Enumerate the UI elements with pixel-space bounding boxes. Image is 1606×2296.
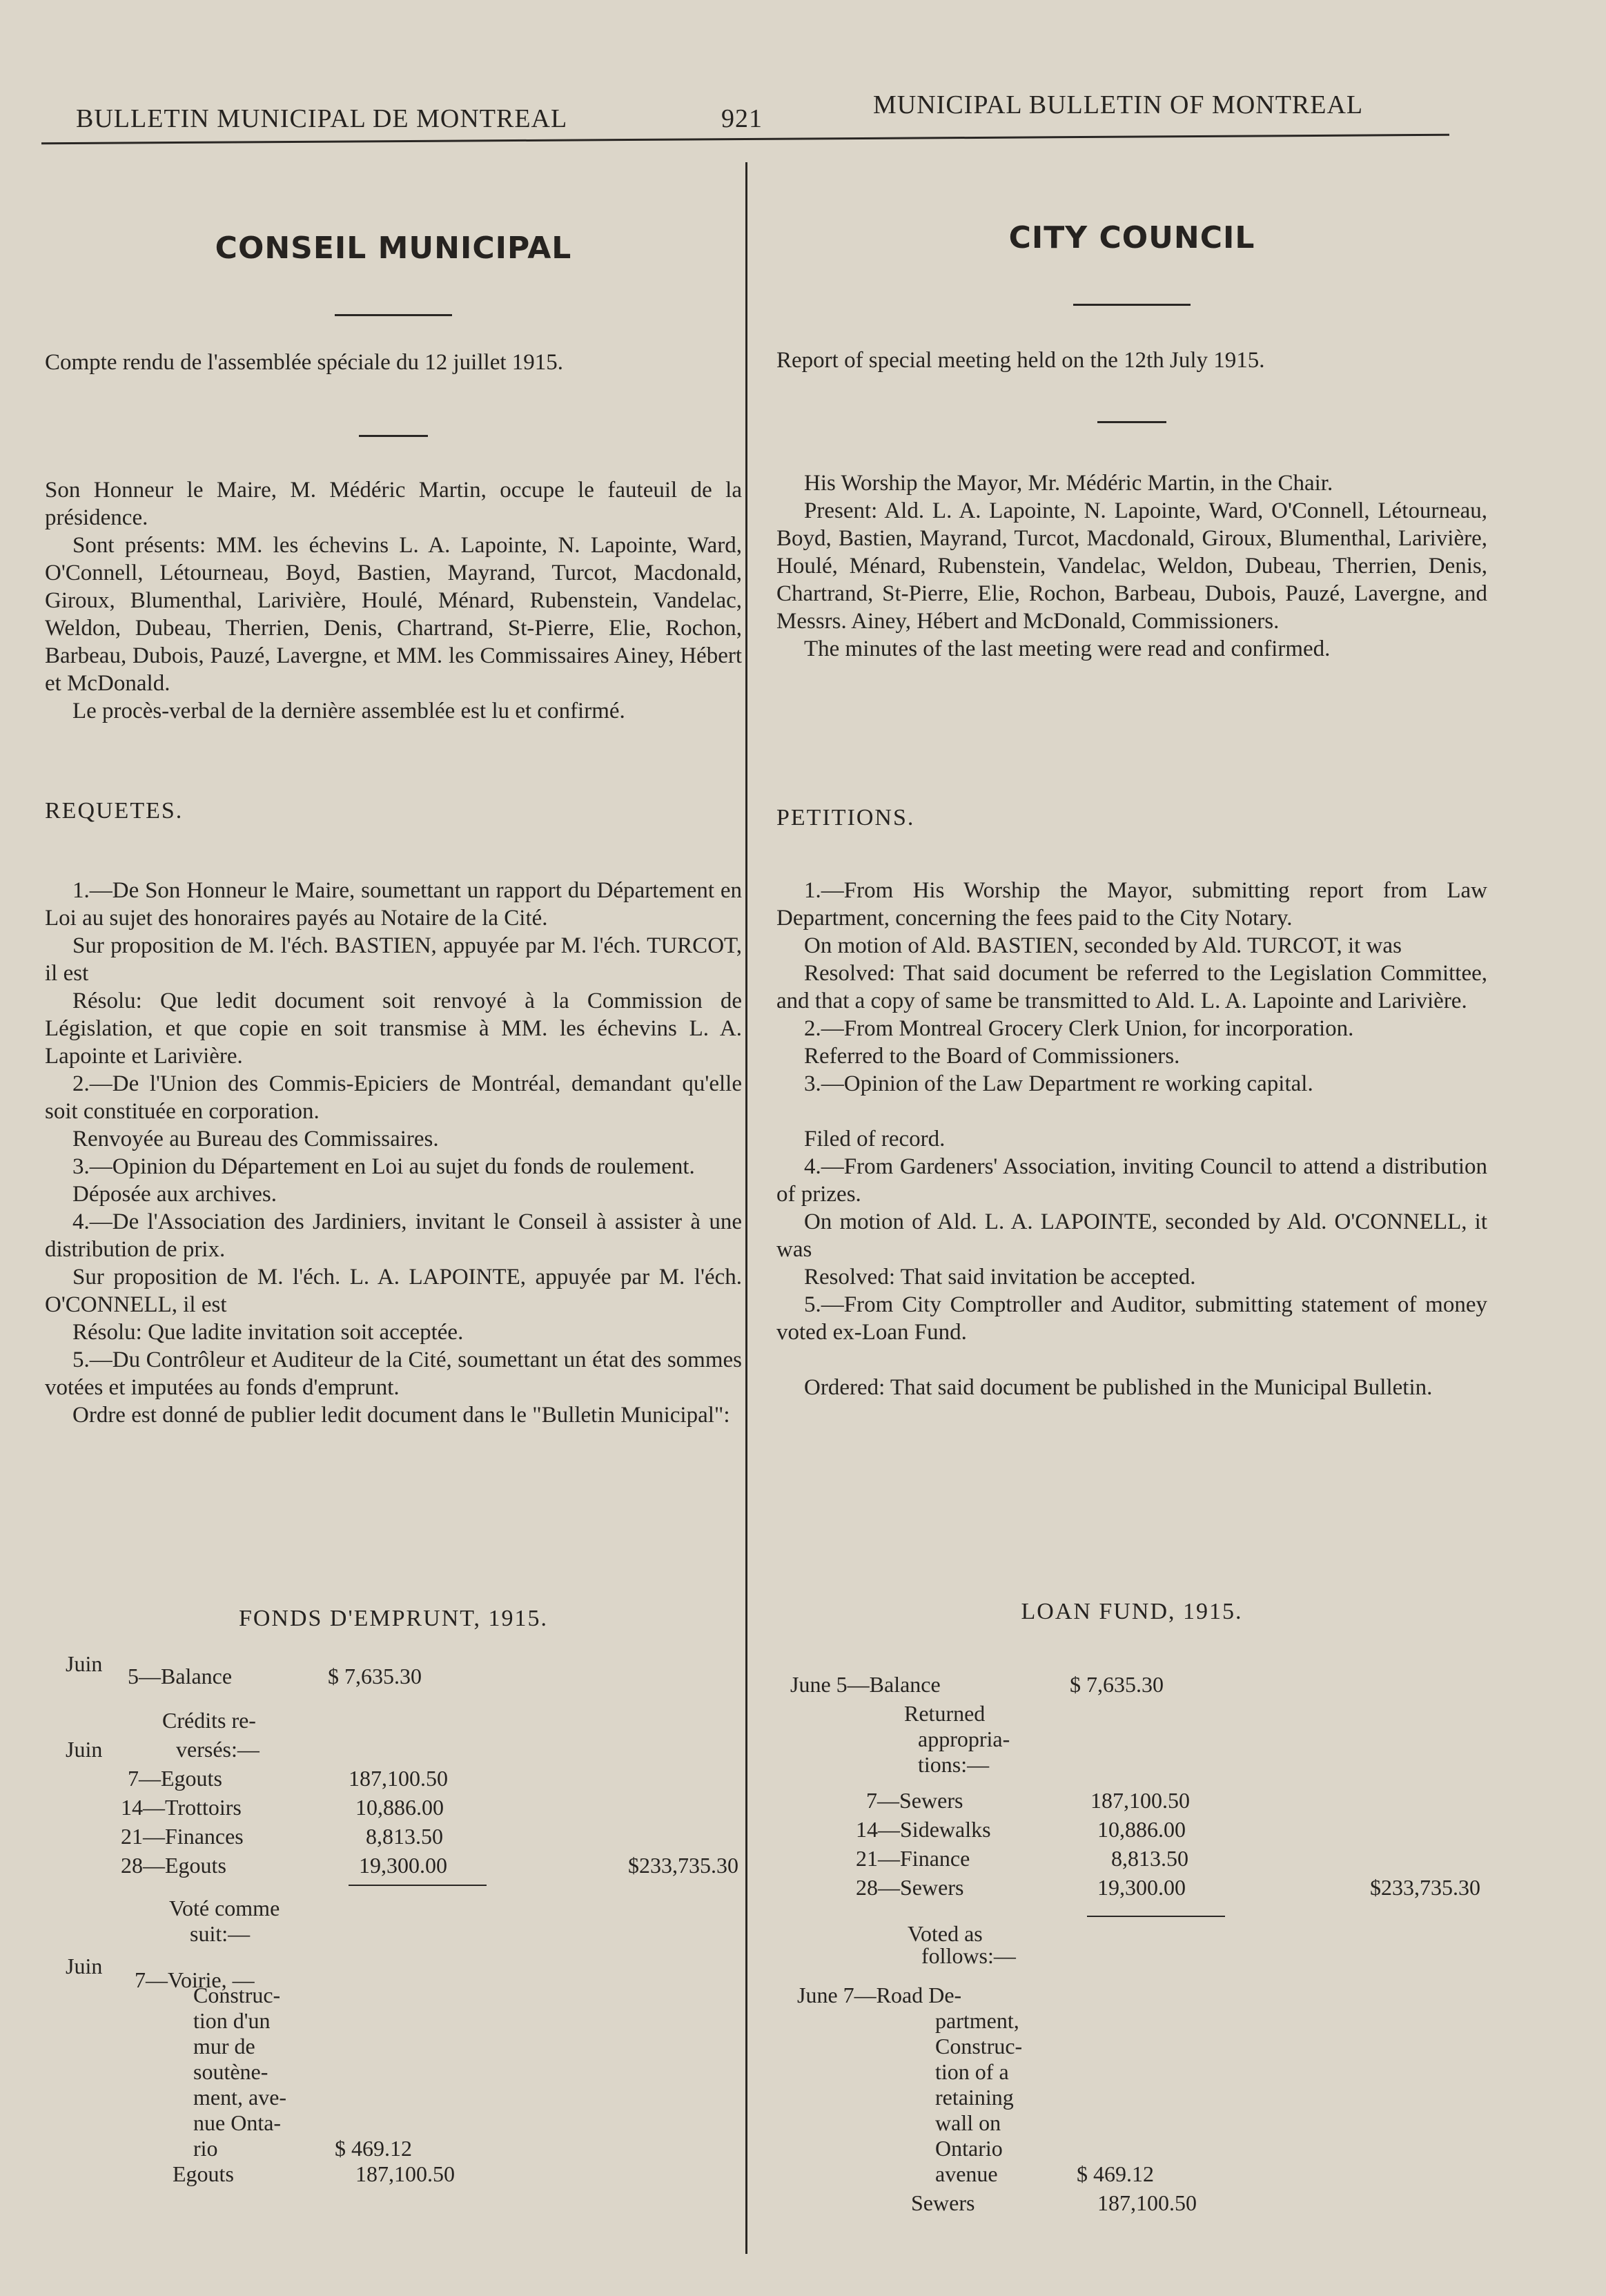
- ledger-road-line: Construc-: [935, 2034, 1023, 2059]
- ledger-line-amount: 19,300.00: [1097, 1875, 1186, 1900]
- french-item: Sur proposition de M. l'éch. BASTIEN, appuyée par M. l'éch. TURCOT, il est: [45, 933, 742, 986]
- ledger-month: Juin: [66, 1954, 103, 1978]
- french-item: Renvoyée au Bureau des Commissaires.: [72, 1127, 439, 1151]
- ledger-road-line: soutène-: [193, 2059, 268, 2084]
- french-item: Sur proposition de M. l'éch. L. A. LAPOINTE, appuyée par M. l'éch. O'CONNELL, il est: [45, 1265, 742, 1317]
- french-present: Sont présents: MM. les échevins L. A. Lapointe, N. Lapointe, Ward, O'Connell, Létourneau, Boyd, Bastien, Mayrand, Turcot, Macdonald, Giroux, Blumenthal, Larivière, Houlé, Ménard, Rubenstein, Vandelac, Weldon, Dubeau, Therrien, Denis, Chartrand, St-Pierre, Elie, Rochon, Barbeau, Dubois, Pauzé, Lavergne, et MM. les Commissaires Ainey, Hébert et McDonald.: [45, 533, 742, 696]
- ledger-line-amount: 187,100.50: [1090, 1788, 1190, 1813]
- french-title: CONSEIL MUNICIPAL: [215, 231, 572, 266]
- ledger-balance-amount: $ 7,635.30: [1070, 1672, 1164, 1697]
- ledger-road-line: tion d'un: [193, 2008, 271, 2033]
- english-item: On motion of Ald. BASTIEN, seconded by Ald. TURCOT, it was: [804, 933, 1402, 958]
- french-item: 1.—De Son Honneur le Maire, soumettant un rapport du Département en Loi au sujet des honoraires payés au Notaire de la Cité.: [45, 878, 742, 931]
- header-right: MUNICIPAL BULLETIN OF MONTREAL: [873, 90, 1364, 119]
- french-item: Résolu: Que ledit document soit renvoyé à la Commission de Législation, et que copie en soit transmise à MM. les échevins L. A. Lapointe et Larivière.: [45, 989, 742, 1069]
- ledger-credits-label: versés:—: [176, 1737, 259, 1762]
- french-item: 2.—De l'Union des Commis-Epiciers de Montréal, demandant qu'elle soit constituée en corporation.: [45, 1071, 742, 1124]
- ledger-month: Juin: [66, 1737, 103, 1762]
- english-ledger: [776, 1671, 1487, 2221]
- ledger-line-amount: 19,300.00: [359, 1853, 447, 1878]
- english-fund-title: LOAN FUND, 1915.: [1021, 1599, 1243, 1624]
- ledger-road-line: mur de: [193, 2034, 255, 2059]
- french-section-heading: REQUETES.: [45, 798, 184, 824]
- english-item: On motion of Ald. L. A. LAPOINTE, seconded by Ald. O'CONNELL, it was: [776, 1209, 1487, 1262]
- english-item: Filed of record.: [804, 1127, 946, 1151]
- ledger-line-amount: 8,813.50: [366, 1824, 443, 1849]
- ledger-road-amount: $ 469.12: [335, 2136, 412, 2161]
- sum-rule: [1087, 1916, 1225, 1917]
- ledger-road-line: retaining: [935, 2085, 1014, 2110]
- ledger-balance-label: 5—Balance: [128, 1664, 233, 1689]
- english-item: Resolved: That said invitation be accepted.: [804, 1265, 1196, 1290]
- ledger-voted-label: Voté comme: [169, 1896, 280, 1920]
- ledger-road-line: June 7—Road De-: [797, 1983, 962, 2007]
- english-report-line: Report of special meeting held on the 12th July 1915.: [776, 348, 1265, 373]
- ledger-line-label: 28—Sewers: [856, 1875, 964, 1900]
- english-title: CITY COUNCIL: [1008, 220, 1255, 255]
- ledger-line-amount: 10,886.00: [1097, 1817, 1186, 1842]
- ledger-credits-label: Crédits re-: [162, 1708, 256, 1733]
- ledger-road-line: 7—Voirie, —: [135, 1967, 255, 1992]
- english-presidency: His Worship the Mayor, Mr. Médéric Martin, in the Chair.: [804, 471, 1333, 496]
- ledger-line-amount: 10,886.00: [355, 1795, 444, 1820]
- english-item: Ordered: That said document be published in the Municipal Bulletin.: [804, 1375, 1433, 1400]
- french-minutes: Le procès-verbal de la dernière assemblée est lu et confirmé.: [72, 699, 625, 723]
- ledger-returned-label: appropria-: [918, 1726, 1010, 1751]
- ledger-road-line: tion of a: [935, 2059, 1009, 2084]
- french-item: Résolu: Que ladite invitation soit acceptée.: [72, 1320, 464, 1345]
- ledger-road-line: Construc-: [193, 1983, 281, 2007]
- ledger-voted-label: Voted as: [908, 1921, 983, 1946]
- english-item: 2.—From Montreal Grocery Clerk Union, for incorporation.: [804, 1016, 1354, 1041]
- ledger-line-label: 21—Finance: [856, 1846, 970, 1871]
- english-item: 1.—From His Worship the Mayor, submitting report from Law Department, concerning the fees paid to the City Notary.: [776, 878, 1487, 931]
- ledger-sewers-amount: 187,100.50: [355, 2161, 455, 2186]
- ledger-road-line: partment,: [935, 2008, 1019, 2033]
- french-fund-title: FONDS D'EMPRUNT, 1915.: [238, 1606, 549, 1631]
- ledger-total: $233,735.30: [628, 1853, 738, 1878]
- ledger-road-line: rio: [193, 2136, 218, 2161]
- ledger-road-line: avenue: [935, 2161, 998, 2186]
- ledger-line-label: 7—Egouts: [128, 1766, 222, 1791]
- english-item: 3.—Opinion of the Law Department re working capital.: [804, 1071, 1313, 1096]
- french-item: 4.—De l'Association des Jardiniers, invitant le Conseil à assister à une distribution de prix.: [45, 1209, 742, 1262]
- ledger-total: $233,735.30: [1370, 1875, 1480, 1900]
- ledger-returned-label: tions:—: [918, 1752, 990, 1777]
- ledger-month: Juin: [66, 1651, 103, 1676]
- ledger-line-label: 21—Finances: [121, 1824, 244, 1849]
- ledger-voted-label: suit:—: [190, 1921, 251, 1946]
- section-rule: [1097, 421, 1166, 423]
- french-ledger: [45, 1650, 742, 2186]
- french-item: Ordre est donné de publier ledit document dans le "Bulletin Municipal":: [72, 1403, 730, 1428]
- ledger-line-label: 14—Sidewalks: [856, 1817, 991, 1842]
- ledger-road-amount: $ 469.12: [1077, 2161, 1154, 2186]
- ledger-road-line: Ontario: [935, 2136, 1003, 2161]
- ledger-line-amount: 8,813.50: [1111, 1846, 1188, 1871]
- ledger-voted-label: follows:—: [921, 1943, 1016, 1968]
- ledger-road-line: wall on: [935, 2110, 1001, 2135]
- ledger-sewers-label: Egouts: [173, 2161, 234, 2186]
- english-item: 5.—From City Comptroller and Auditor, submitting statement of money voted ex-Loan Fund.: [776, 1292, 1487, 1345]
- french-item: 5.—Du Contrôleur et Auditeur de la Cité, soumettant un état des sommes votées et imputées au fonds d'emprunt.: [45, 1348, 742, 1400]
- french-presidency: Son Honneur le Maire, M. Médéric Martin, occupe le fauteuil de la présidence.: [45, 478, 742, 530]
- column-divider: [745, 162, 747, 2254]
- ledger-road-line: nue Onta-: [193, 2110, 282, 2135]
- header-left: BULLETIN MUNICIPAL DE MONTREAL: [76, 104, 568, 133]
- french-item: Déposée aux archives.: [72, 1182, 277, 1207]
- english-item: Referred to the Board of Commissioners.: [804, 1044, 1180, 1069]
- ledger-line-amount: 187,100.50: [349, 1766, 448, 1791]
- ledger-line-label: 14—Trottoirs: [121, 1795, 242, 1820]
- ledger-sewers-label: Sewers: [911, 2190, 975, 2215]
- ledger-road-line: ment, ave-: [193, 2085, 287, 2110]
- french-item: 3.—Opinion du Département en Loi au sujet du fonds de roulement.: [72, 1154, 695, 1179]
- ledger-balance-label: June 5—Balance: [790, 1672, 941, 1697]
- ledger-line-label: 7—Sewers: [866, 1788, 963, 1813]
- ledger-returned-label: Returned: [904, 1701, 986, 1726]
- sum-rule: [349, 1885, 487, 1886]
- english-section-heading: PETITIONS.: [776, 805, 915, 830]
- english-present: Present: Ald. L. A. Lapointe, N. Lapointe, Ward, O'Connell, Létourneau, Boyd, Bastien, Mayrand, Turcot, Macdonald, Giroux, Blumenthal, Larivière, Houlé, Ménard, Rubenstein, Vandelac, Weldon, Dubeau, Therrien, Denis, Chartrand, St-Pierre, Elie, Rochon, Barbeau, Dubois, Pauzé, Lavergne, and Messrs. Ainey, Hébert and McDonald, Commissioners.: [776, 498, 1487, 634]
- english-minutes: The minutes of the last meeting were read and confirmed.: [804, 636, 1331, 661]
- english-item: 4.—From Gardeners' Association, inviting Council to attend a distribution of prizes.: [776, 1154, 1487, 1207]
- title-rule: [335, 314, 452, 316]
- ledger-balance-amount: $ 7,635.30: [328, 1664, 422, 1689]
- ledger-sewers-amount: 187,100.50: [1097, 2190, 1197, 2215]
- title-rule: [1073, 304, 1191, 306]
- header-rule: [41, 134, 1449, 144]
- french-report-line: Compte rendu de l'assemblée spéciale du 12 juillet 1915.: [45, 350, 564, 375]
- english-item: Resolved: That said document be referred to the Legislation Committee, and that a copy of same be transmitted to Ald. L. A. Lapointe and Larivière.: [776, 961, 1487, 1013]
- running-head: [0, 90, 1606, 131]
- page-number: 921: [721, 104, 763, 133]
- ledger-line-label: 28—Egouts: [121, 1853, 226, 1878]
- section-rule: [359, 435, 428, 437]
